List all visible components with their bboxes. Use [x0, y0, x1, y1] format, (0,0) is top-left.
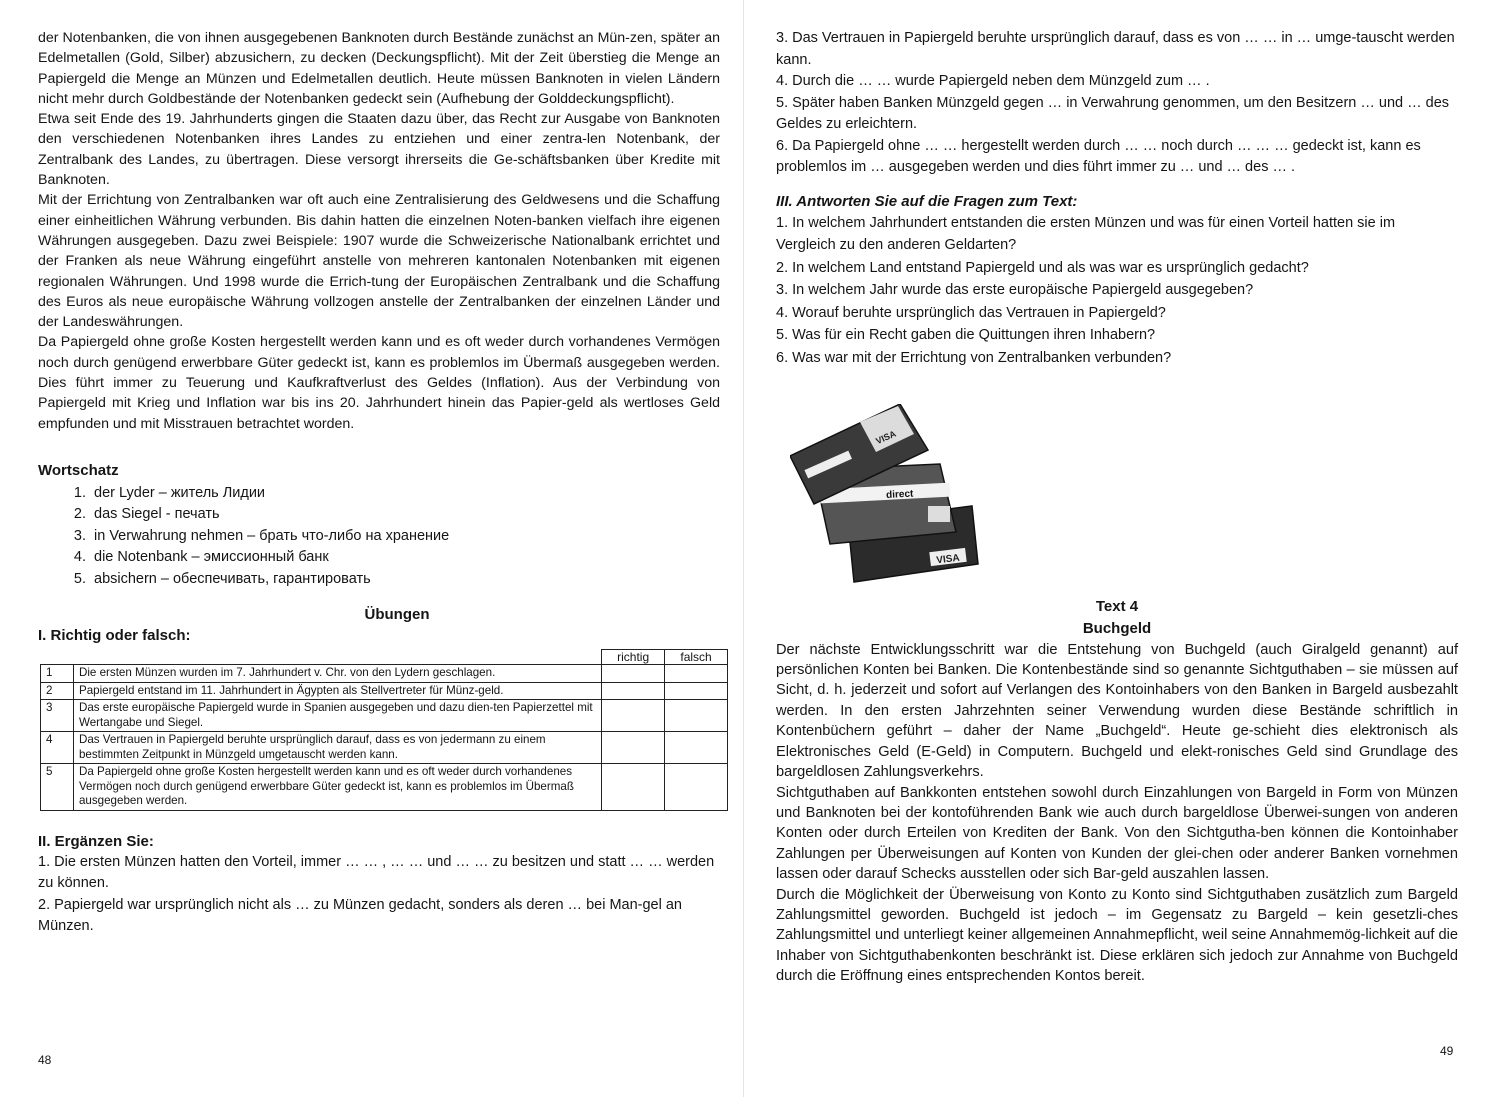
true-false-table [40, 649, 728, 811]
column-header-richtig: richtig [602, 649, 665, 665]
exercise2-heading: II. Ergänzen Sie: [38, 832, 154, 850]
paragraph: Der nächste Entwicklungsschritt war die Entstehung von Buchgeld (auch Giralgeld genannt) auf persönlichen Konten bei Banken. Die Kontenbestände sind so genannte Sichtguthaben – sie müssen auf Sicht, d. h. jederzeit und sofort auf Verlangen des Kontoinhabers von den Banken in Bargeld ausbezahlt werden. In den ersten Jahrzehnten seiner Verwendung wurden diese Bestände schriftlich in Kontenbüchern geführt – daher der Name „Buchgeld“. Heute ge-schieht dies elektronisch als Elektronisches Geld (E-Geld) in Computern. Buchgeld und elekt-ronisches Geld sind Grundlage des bargeldlosen Zahlungsverkehrs. [776, 641, 1458, 781]
richtig-cell[interactable] [602, 732, 665, 764]
paragraph: Mit der Errichtung von Zentralbanken war oft auch eine Zentralisierung des Geldwesens und die Schaffung einer einheitlichen Währung verbunden. Bis dahin hatten die einzelnen Noten-banken vielfach ihre eigenen Währungen ausgegeben. Dazu zwei Beispiele: 1907 wurde die Schweizerische Nationalbank errichtet und der Franken als neue Währung eingeführt anstelle von mehreren kantonalen Notenbanken mit eigenen regionalen Währungen. Und 1998 wurde die Errich-tung der Europäischen Zentralbank und die Schaffung des Euros als neue europäische Währung vollzogen anstelle der Zentralbanken der einzelnen Länder und der Landeswährungen. [38, 192, 720, 331]
paragraph: Sichtguthaben auf Bankkonten entstehen sowohl durch Einzahlungen von Bargeld in Form von Münzen und Banknoten bei der kontoführenden Bank wie auch durch bargeldlose Überwei-sungen von anderen Konten oder durch Erteilen von Krediten der Bank. Von den Sichtgutha-ben können die Kontoinhaber Zahlungen per Überweisungen auf Konten von Kunden der glei-chen oder anderer Banken vornehmen lassen oder darauf Schecks ausstellen oder sich Bar-geld auszahlen lassen. [776, 784, 1458, 883]
question-item: 5. Was für ein Recht gaben die Quittungen ihren Inhabern? [776, 327, 1156, 344]
gap-exercise-item: 6. Da Papiergeld ohne … … hergestellt werden durch … … noch durch … … … gedeckt ist, kann es problemlos im … ausgegeben werden und dies führt immer zu … und … des … . [776, 137, 1421, 175]
list-item: 2. das Siegel - печать [90, 504, 720, 525]
credit-cards-image [790, 404, 990, 588]
vocabulary-list [38, 483, 720, 590]
column-header-falsch: falsch [665, 649, 728, 665]
question-item: 1. In welchem Jahrhundert entstanden die ersten Münzen und was für einen Vorteil hatten sie im Vergleich zu den anderen Geldarten? [776, 214, 1396, 254]
card-label: direct [885, 488, 914, 501]
text4-title: Buchgeld [1082, 619, 1152, 637]
list-item: 4. die Notenbank – эмиссионный банк [90, 547, 720, 568]
wortschatz-heading: Wortschatz [38, 461, 119, 479]
table-row [41, 665, 728, 683]
row-statement: Da Papiergeld ohne große Kosten hergestellt werden kann und es oft weder durch vorhandenes Vermögen noch durch genügend erwerbbare Güter gedeckt ist, kann es problemlos im Übermaß ausgegeben werden. [73, 764, 601, 811]
richtig-cell[interactable] [602, 700, 665, 732]
falsch-cell[interactable] [665, 732, 728, 764]
row-number: 5 [41, 764, 74, 811]
paragraph: der Notenbanken, die von ihnen ausgegebenen Banknoten durch Bestände zunächst an Mün-zen, später an Edelmetallen (Gold, Silber) abzusichern, zu decken (Deckungspflicht). Mit der Zeit überstieg die Menge an Papiergeld die Menge an Münzen und Edelmetallen deutlich. Heute müssen Banknoten in vielen Ländern nicht mehr durch Goldbestände der Notenbanken gedeckt sein (Aufhebung der Golddeckungspflicht). [38, 30, 720, 107]
falsch-cell[interactable] [665, 700, 728, 732]
exercise1-heading: I. Richtig oder falsch: [38, 626, 191, 644]
list-item: 1. der Lyder – житель Лидии [90, 483, 720, 504]
card-label: VISA [874, 428, 898, 447]
falsch-cell[interactable] [665, 665, 728, 683]
falsch-cell[interactable] [665, 682, 728, 700]
row-statement: Die ersten Münzen wurden im 7. Jahrhundert v. Chr. von den Lydern geschlagen. [73, 665, 601, 683]
uebungen-heading: Übungen [364, 605, 430, 623]
question-item: 3. In welchem Jahr wurde das erste europäische Papiergeld ausgegeben? [776, 282, 1254, 299]
table-row [41, 700, 728, 732]
table-row [41, 732, 728, 764]
paragraph: Durch die Möglichkeit der Überweisung von Konto zu Konto sind Sichtguthaben zusätzlich zum Bargeld Zahlungsmittel geworden. Buchgeld ist jedoch – im Gegensatz zu Bargeld – kein gesetzli-ches Zahlungsmittel und unterliegt keiner allgemeinen Annahmepflicht, weil seine Annahmemög-lichkeit auf die Inhaber von Sichtguthabenkonten beschränkt ist. Diese erklären sich jedoch zur Annahme von Buchgeld durch die Eröffnung eines entsprechenden Kontos bereit. [776, 886, 1458, 985]
exercise3-heading: III. Antworten Sie auf die Fragen zum Text: [776, 192, 1078, 210]
row-statement: Papiergeld entstand im 11. Jahrhundert in Ägypten als Stellvertreter für Münz-geld. [73, 682, 601, 700]
left-column [38, 28, 720, 938]
row-number: 3 [41, 700, 74, 732]
gap-exercise-item: 1. Die ersten Münzen hatten den Vorteil, immer … … , … … und … … zu besitzen und statt … … werden zu können. [38, 853, 715, 892]
table-row [41, 764, 728, 811]
richtig-cell[interactable] [602, 764, 665, 811]
page-number: 49 [1440, 1044, 1454, 1058]
gap-exercise-item: 3. Das Vertrauen in Papiergeld beruhte ursprünglich darauf, dass es von … … in … umge-tauscht werden kann. [776, 30, 1455, 68]
question-item: 6. Was war mit der Errichtung von Zentralbanken verbunden? [776, 350, 1172, 367]
gap-exercise-item: 4. Durch die … … wurde Papiergeld neben dem Münzgeld zum … . [776, 73, 1210, 89]
text4-label: Text 4 [1095, 597, 1139, 615]
question-item: 2. In welchem Land entstand Papiergeld und als was war es ursprünglich gedacht? [776, 259, 1309, 276]
falsch-cell[interactable] [665, 764, 728, 811]
page-number: 48 [38, 1053, 52, 1067]
gap-exercise-item: 2. Papiergeld war ursprünglich nicht als … zu Münzen gedacht, sonders als deren … bei Man-gel an Münzen. [38, 896, 682, 935]
paragraph: Da Papiergeld ohne große Kosten hergestellt werden kann und es oft weder durch vorhandenes Vermögen noch durch genügend erwerbbare Güter gedeckt ist, kann es problemlos im Übermaß ausgegeben werden. Dies führt immer zu Teuerung und Kaufkraftverlust des Geldes (Inflation). Aus der Verbindung von Papiergeld mit Krieg und Inflation war bis ins 20. Jahrhundert hinein das Papier-geld als wertloses Geld empfunden und mit Misstrauen betrachtet worden. [38, 334, 720, 432]
table-header-row [41, 649, 728, 665]
row-number: 2 [41, 682, 74, 700]
list-item: 5. absichern – обеспечивать, гарантировать [90, 569, 720, 590]
question-item: 4. Worauf beruhte ursprünglich das Vertrauen in Papiergeld? [776, 304, 1166, 321]
card-label: VISA [935, 552, 961, 567]
row-statement: Das Vertrauen in Papiergeld beruhte ursprünglich darauf, dass es von jedermann zu einem bestimmten Zeitpunkt in Münzgeld umgetauscht werden kann. [73, 732, 601, 764]
list-item: 3. in Verwahrung nehmen – брать что-либо на хранение [90, 526, 720, 547]
row-statement: Das erste europäische Papiergeld wurde in Spanien ausgegeben und dazu dien-ten Papierzettel mit Wertangabe und Siegel. [73, 700, 601, 732]
right-page [744, 0, 1488, 1097]
paragraph: Etwa seit Ende des 19. Jahrhunderts gingen die Staaten dazu über, das Recht zur Ausgabe von Banknoten den verschiedenen Notenbanken ihres Landes zu entziehen und einer zentra-len Notenbank, der Zentralbank des Landes, zu übertragen. Diese versorgt ihrerseits die Ge-schäftsbanken über Kredite mit Banknoten. [38, 111, 720, 189]
table-row [41, 682, 728, 700]
row-number: 1 [41, 665, 74, 683]
richtig-cell[interactable] [602, 682, 665, 700]
gap-exercise-item: 5. Später haben Banken Münzgeld gegen … in Verwahrung genommen, um den Besitzern … und … des Geldes zu erleichtern. [776, 94, 1450, 132]
row-number: 4 [41, 732, 74, 764]
richtig-cell[interactable] [602, 665, 665, 683]
